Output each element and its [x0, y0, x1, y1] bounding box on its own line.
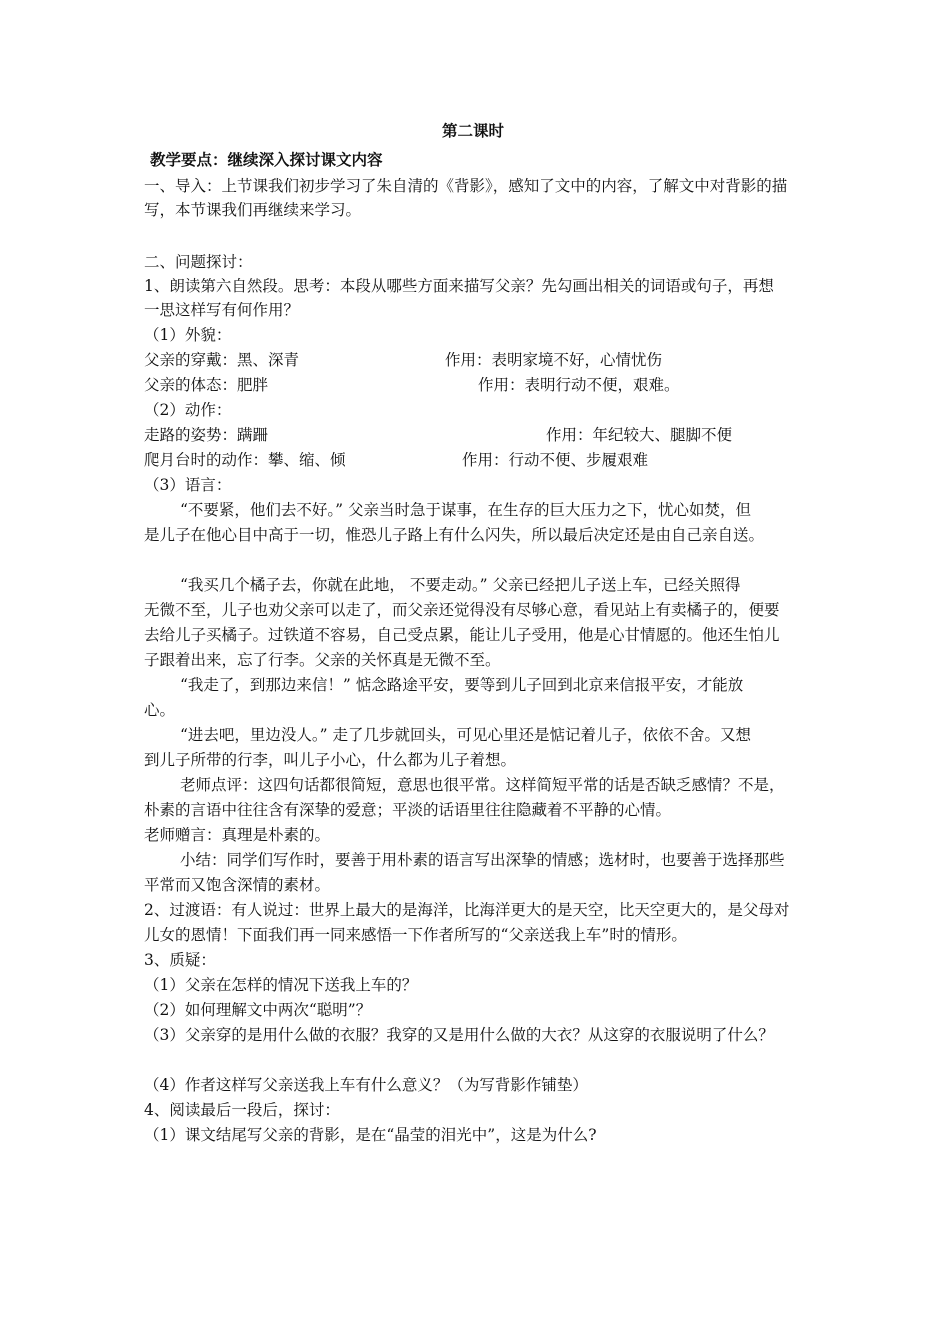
quote-4-line-1: “进去吧，里边没人。” 走了几步就回头，可见心里还是惦记着儿子，依依不舍。又想 — [180, 726, 752, 744]
teaching-focus: 教学要点：继续深入探讨课文内容 — [150, 150, 383, 169]
action-heading: （2）动作： — [144, 401, 232, 419]
quote-3-line-2: 心。 — [144, 701, 176, 719]
quote-4-line-2: 到儿子所带的行李，叫儿子小心，什么都为儿子着想。 — [144, 751, 517, 769]
intro-line-1: 一、导入：上节课我们初步学习了朱自清的《背影》，感知了文中的内容，了解文中对背影的描 — [144, 177, 788, 195]
question-1-line-2: 一思这样写有何作用？ — [144, 301, 300, 319]
appearance-row-1-effect: 作用：表明家境不好，心情忧伤 — [445, 351, 663, 369]
action-row-2-effect: 作用：行动不便、步履艰难 — [462, 451, 649, 469]
quote-1-line-2: 是儿子在他心目中高于一切，惟恐儿子路上有什么闪失，所以最后决定还是由自己亲自送。 — [144, 526, 765, 544]
transition-line-2: 儿女的恩情！下面我们再一同来感悟一下作者所写的“父亲送我上车”时的情形。 — [144, 926, 687, 944]
question-item-2: （2）如何理解文中两次“聪明”？ — [144, 1001, 372, 1019]
quote-2-line-3: 去给儿子买橘子。过铁道不容易，自己受点累，能让儿子受用，他是心甘情愿的。他还生怕儿 — [144, 626, 780, 644]
appearance-row-1-label: 父亲的穿戴：黑、深青 — [144, 351, 300, 369]
question-item-1: （1）父亲在怎样的情况下送我上车的？ — [144, 976, 418, 994]
question-item-4: （4）作者这样写父亲送我上车有什么意义？（为写背影作铺垫） — [144, 1076, 588, 1094]
reading-question-1: （1）课文结尾写父亲的背影，是在“晶莹的泪光中”，这是为什么? — [144, 1126, 597, 1144]
quote-1-line-1: “不要紧，他们去不好。” 父亲当时急于谋事，在生存的巨大压力之下，忧心如焚，但 — [180, 501, 752, 519]
appearance-row-2-label: 父亲的体态：肥胖 — [144, 376, 269, 394]
reading-heading: 4、阅读最后一段后，探讨： — [144, 1101, 340, 1119]
section-heading: 二、问题探讨： — [144, 253, 253, 271]
action-row-1-label: 走路的姿势：蹒跚 — [144, 426, 269, 444]
quote-3-line-1: “我走了，到那边来信！” 惦念路途平安，要等到儿子回到北京来信报平安，才能放 — [180, 676, 744, 694]
quote-2-line-1: “我买几个橘子去，你就在此地， 不要走动。” 父亲已经把儿子送上车，已经关照得 — [180, 576, 741, 594]
transition-line-1: 2、过渡语：有人说过：世界上最大的是海洋，比海洋更大的是天空，比天空更大的，是父母对 — [144, 901, 790, 919]
page-title: 第二课时 — [442, 121, 505, 140]
quote-2-line-4: 子跟着出来，忘了行李。父亲的关怀真是无微不至。 — [144, 651, 501, 669]
summary-line-2: 平常而又饱含深情的素材。 — [144, 876, 331, 894]
intro-line-2: 写，本节课我们再继续来学习。 — [144, 201, 362, 219]
questions-heading: 3、质疑： — [144, 951, 216, 969]
language-heading: （3）语言： — [144, 476, 232, 494]
action-row-1-effect: 作用：年纪较大、腿脚不便 — [546, 426, 733, 444]
teacher-comment-line-1: 老师点评：这四句话都很简短，意思也很平常。这样简短平常的话是否缺乏感情？不是， — [180, 776, 785, 794]
appearance-heading: （1）外貌： — [144, 326, 232, 344]
summary-line-1: 小结：同学们写作时，要善于用朴素的语言写出深挚的情感；选材时，也要善于选择那些 — [180, 851, 785, 869]
question-item-3: （3）父亲穿的是用什么做的衣服？我穿的又是用什么做的大衣？从这穿的衣服说明了什么？ — [144, 1026, 774, 1044]
quote-2-line-2: 无微不至，儿子也劝父亲可以走了，而父亲还觉得没有尽够心意，看见站上有卖橘子的，便要 — [144, 601, 780, 619]
teacher-comment-line-2: 朴素的言语中往往含有深挚的爱意；平淡的话语里往往隐藏着不平静的心情。 — [144, 801, 672, 819]
teacher-gift: 老师赠言：真理是朴素的。 — [144, 826, 331, 844]
action-row-2-label: 爬月台时的动作：攀、缩、倾 — [144, 451, 346, 469]
question-1-line-1: 1、朗读第六自然段。思考：本段从哪些方面来描写父亲？先勾画出相关的词语或句子，再想 — [144, 277, 774, 295]
appearance-row-2-effect: 作用：表明行动不便，艰难。 — [478, 376, 680, 394]
